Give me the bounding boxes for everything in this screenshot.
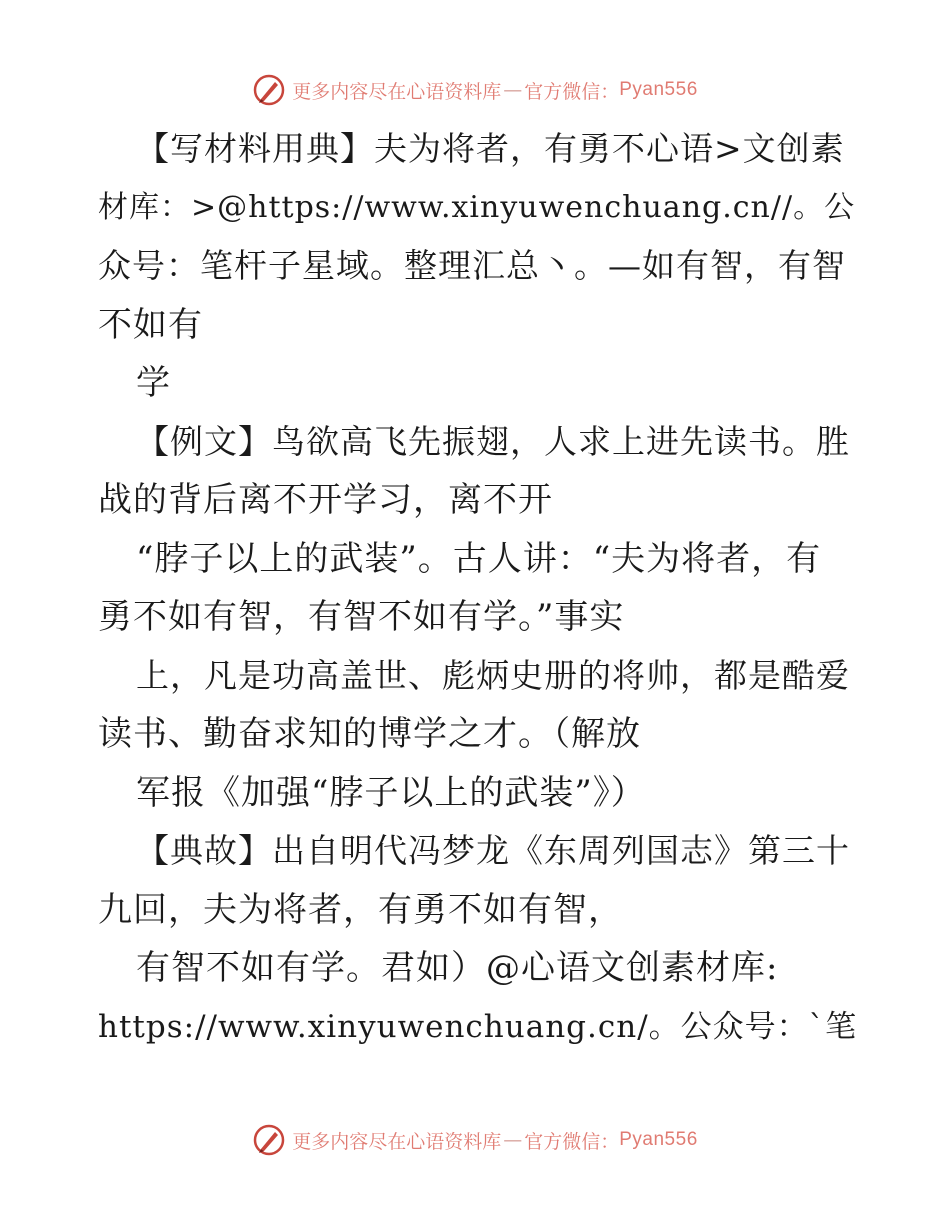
text-line: 学 [136, 363, 171, 403]
banner-text: 更多内容尽在心语资料库 [292, 1130, 502, 1153]
quill-logo-icon [252, 73, 286, 107]
text-line: 【例文】鸟欲高飞先振翅，人求上进先读书。胜 [136, 421, 850, 461]
text-line: 众号：笔杆子星域。整理汇总丶。—如有智，有智 [98, 246, 846, 285]
text-line: 军报《加强“脖子以上的武装”》） [136, 772, 646, 813]
banner-text: 更多内容尽在心语资料库 [292, 80, 502, 103]
text-line: 上，凡是功高盖世、彪炳史册的将帅，都是酷爱 [136, 655, 850, 695]
text-line: 不如有 [98, 304, 203, 345]
text-line: “脖子以上的武装”。古人讲：“夫为将者，有 [136, 538, 822, 579]
text-line: https://www.xinyuwenchuang.cn/。公众号：`笔 [98, 1008, 858, 1045]
text-line: 读书、勤奋求知的博学之才。（解放 [98, 714, 641, 754]
quill-logo-icon [252, 1123, 286, 1157]
banner-separator: — [503, 79, 523, 101]
banner-handle: Pyan556 [619, 1129, 698, 1150]
header-banner [0, 70, 950, 110]
text-line: 有智不如有学。君如）@心语文创素材库: [136, 948, 779, 988]
banner-handle: Pyan556 [619, 79, 698, 100]
text-line: 勇不如有智，有智不如有学。”事实 [98, 597, 625, 637]
text-line: 九回，夫为将者，有勇不如有智， [98, 889, 623, 930]
text-line: 【典故】出自明代冯梦龙《东周列国志》第三十 [136, 831, 850, 870]
banner-wechat-label: 官方微信： [524, 1130, 620, 1153]
document-body [98, 120, 858, 1056]
footer-banner [0, 1120, 950, 1160]
text-line: 战的背后离不开学习，离不开 [98, 480, 553, 520]
banner-separator: — [503, 1129, 523, 1151]
banner-wechat-label: 官方微信： [524, 80, 620, 103]
text-line: 【写材料用典】夫为将者，有勇不心语>文创素 [136, 129, 845, 168]
text-line: 材库：>@https://www.xinyuwenchuang.cn//。公 [98, 189, 856, 225]
